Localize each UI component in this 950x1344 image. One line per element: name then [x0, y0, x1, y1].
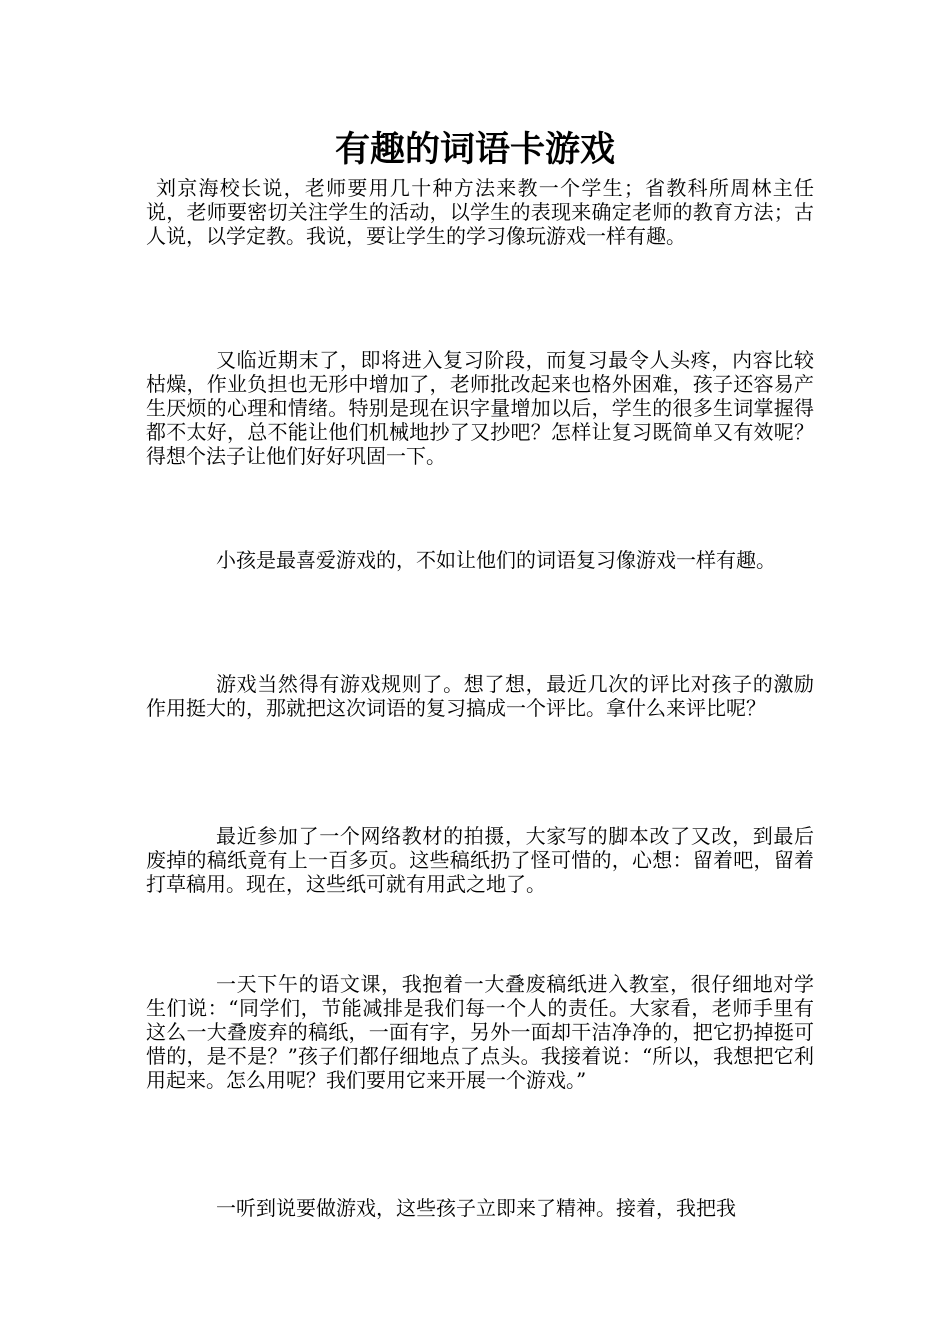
paragraph-7: 一听到说要做游戏，这些孩子立即来了精神。接着，我把我	[216, 1196, 736, 1220]
paragraph-4: 游戏当然得有游戏规则了。想了想，最近几次的评比对孩子的激励作用挺大的，那就把这次词语的复习搞成一个评比。拿什么来评比呢？	[146, 672, 814, 720]
paragraph-5: 最近参加了一个网络教材的拍摄，大家写的脚本改了又改，到最后废掉的稿纸竟有上一百多页。这些稿纸扔了怪可惜的，心想：留着吧，留着打草稿用。现在，这些纸可就有用武之地了。	[146, 824, 814, 896]
paragraph-1: 刘京海校长说，老师要用几十种方法来教一个学生；省教科所周林主任说，老师要密切关注学生的活动，以学生的表现来确定老师的教育方法；古人说，以学定教。我说，要让学生的学习像玩游戏一样有趣。	[146, 176, 814, 248]
document-title: 有趣的词语卡游戏	[334, 129, 615, 170]
paragraph-2: 又临近期末了，即将进入复习阶段，而复习最令人头疼，内容比较枯燥，作业负担也无形中增加了，老师批改起来也格外困难，孩子还容易产生厌烦的心理和情绪。特别是现在识字量增加以后，学生的很多生词掌握得都不太好，总不能让他们机械地抄了又抄吧？怎样让复习既简单又有效呢？得想个法子让他们好好巩固一下。	[146, 348, 814, 468]
paragraph-6: 一天下午的语文课，我抱着一大叠废稿纸进入教室，很仔细地对学生们说：“同学们，节能减排是我们每一个人的责任。大家看，老师手里有这么一大叠废弃的稿纸，一面有字，另外一面却干洁净净的，把它扔掉挺可惜的，是不是？”孩子们都仔细地点了点头。我接着说：“所以，我想把它利用起来。怎么用呢？我们要用它来开展一个游戏。”	[146, 972, 814, 1092]
paragraph-3: 小孩是最喜爱游戏的，不如让他们的词语复习像游戏一样有趣。	[216, 548, 776, 572]
